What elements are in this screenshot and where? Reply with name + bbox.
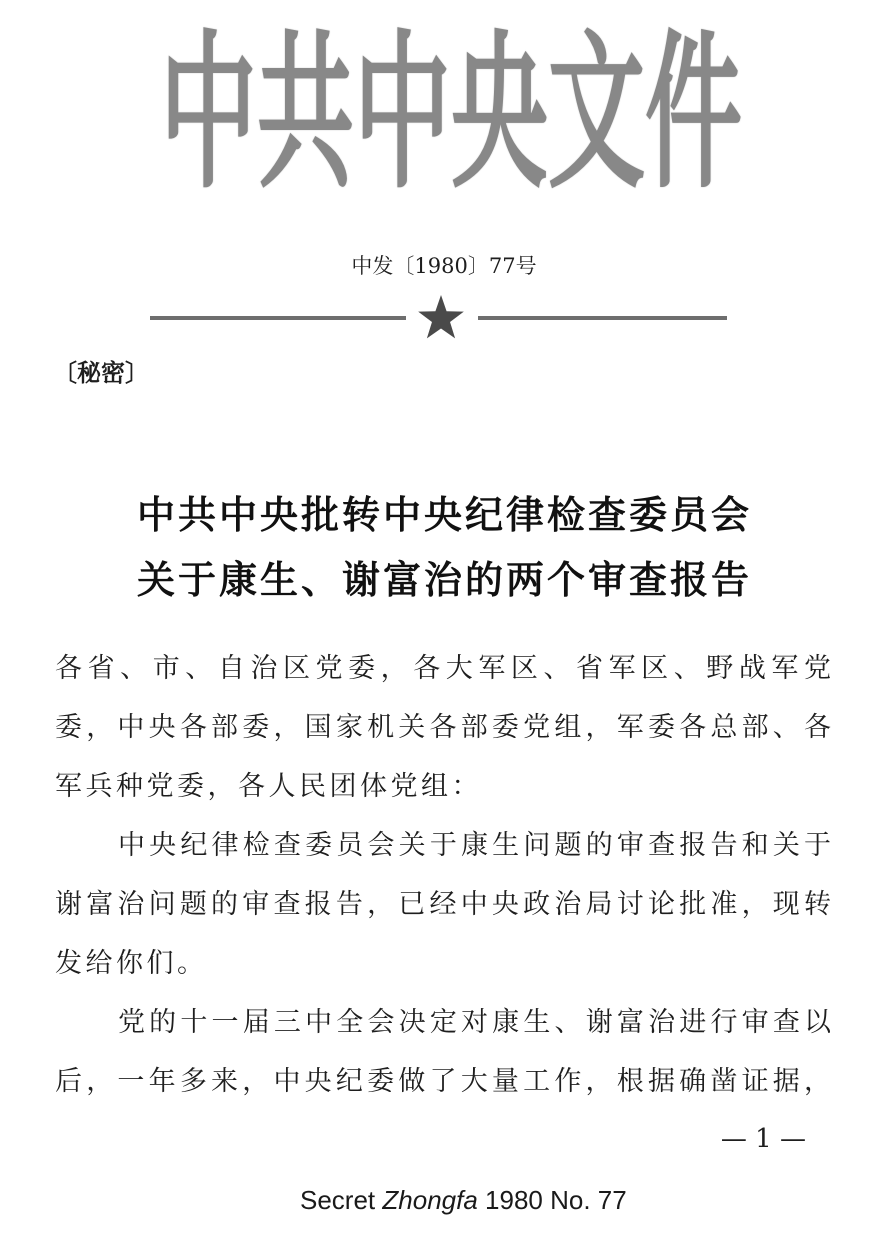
document-title-line: 关于康生、谢富治的两个审查报告	[137, 557, 753, 602]
divider-line-left	[150, 316, 406, 320]
body-line: 后，一年多来，中央纪委做了大量工作，根据确凿证据，	[55, 1066, 831, 1097]
caption-prefix: Secret	[300, 1185, 376, 1215]
caption	[300, 1184, 627, 1216]
star-icon	[417, 295, 465, 341]
page-number: — 1 —	[720, 1124, 806, 1154]
document-title-line: 中共中央批转中央纪律检查委员会	[137, 492, 753, 537]
body-line: 各省、市、自治区党委，各大军区、省军区、野战军党	[55, 653, 831, 684]
body-line: 军兵种党委，各人民团体党组：	[55, 771, 482, 802]
body-line: 谢富治问题的审查报告，已经中央政治局讨论批准，现转	[55, 889, 831, 920]
body-line: 委，中央各部委，国家机关各部委党组，军委各总部、各	[55, 712, 831, 743]
body-line: 党的十一届三中全会决定对康生、谢富治进行审查以	[118, 1007, 831, 1038]
classification-mark: 〔秘密〕	[53, 358, 149, 387]
body-line: 中央纪律检查委员会关于康生问题的审查报告和关于	[118, 830, 831, 861]
caption-suffix: 1980 No. 77	[485, 1185, 627, 1215]
document-body	[55, 639, 831, 1111]
caption-italic: Zhongfa	[382, 1185, 478, 1215]
body-line: 发给你们。	[55, 948, 208, 979]
document-number: 中发〔1980〕77号	[351, 254, 537, 278]
document-header-title: 中共中央文件	[160, 14, 742, 212]
divider-line-right	[478, 316, 727, 320]
document-title	[137, 482, 762, 612]
